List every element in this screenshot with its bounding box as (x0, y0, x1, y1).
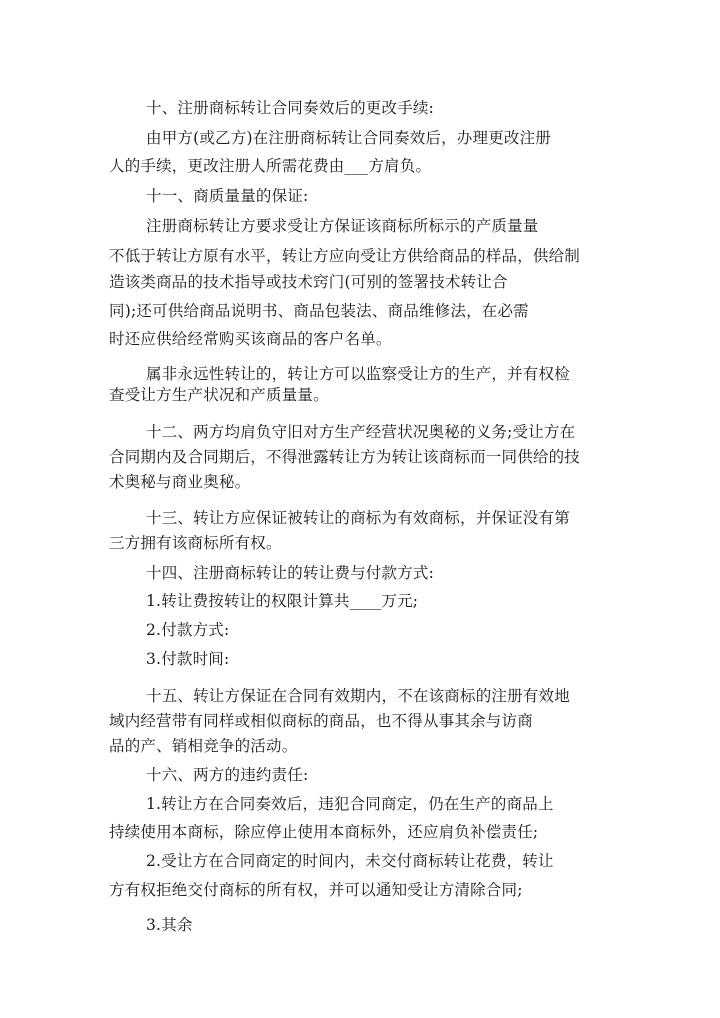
text-line: 2.付款方式: (146, 621, 230, 639)
text-line: 注册商标转让方要求受让方保证该商标所标示的产质量量 (146, 217, 539, 235)
text-line: 十六、两方的违约责任: (146, 766, 309, 784)
text-line: 2.受让方在合同商定的时间内，未交付商标转让花费，转让 (146, 852, 554, 870)
text-line: 三方拥有该商标所有权。 (109, 534, 282, 552)
text-line: 十、注册商标转让合同奏效后的更改手续: (146, 99, 435, 117)
text-line: 3.付款时间: (146, 650, 230, 668)
text-line: 十五、转让方保证在合同有效期内，不在该商标的注册有效地 (146, 687, 570, 705)
text-line: 1.转让费按转让的权限计算共____万元; (146, 592, 419, 610)
text-line: 术奥秘与商业奥秘。 (109, 473, 251, 491)
text-line: 持续使用本商标，除应停止使用本商标外，还应肩负补偿责任; (109, 823, 539, 841)
text-line: 方有权拒绝交付商标的所有权，并可以通知受让方清除合同; (109, 881, 523, 899)
text-line: 十一、商质量量的保证: (146, 187, 309, 205)
text-line: 同);还可供给商品说明书、商品包装法、商品维修法，在必需 (109, 302, 529, 320)
text-line: 十三、转让方应保证被转让的商标为有效商标，并保证没有第 (146, 509, 570, 527)
text-line: 1.转让方在合同奏效后，违犯合同商定，仍在生产的商品上 (146, 795, 554, 813)
text-line: 3.其余 (146, 916, 193, 934)
text-line: 合同期内及合同期后，不得泄露转让方为转让该商标而一同供给的技 (109, 448, 581, 466)
text-line: 属非永远性转让的，转让方可以监察受让方的生产，并有权检 (146, 365, 570, 383)
text-line: 造该类商品的技术指导或技术窍门(可别的签署技术转让合 (109, 273, 508, 291)
text-line: 人的手续，更改注册人所需花费由___方肩负。 (109, 157, 432, 175)
text-line: 十四、注册商标转让的转让费与付款方式: (146, 564, 435, 582)
text-line: 由甲方(或乙方)在注册商标转让合同奏效后，办理更改注册 (146, 129, 551, 147)
text-line: 时还应供给经常购买该商品的客户名单。 (109, 330, 392, 348)
text-line: 域内经营带有同样或相似商标的商品，也不得从事其余与访商 (109, 712, 533, 730)
text-line: 十二、两方均肩负守旧对方生产经营状况奥秘的义务;受让方在 (146, 423, 576, 441)
text-line: 查受让方生产状况和产质量量。 (109, 386, 329, 404)
text-line: 不低于转让方原有水平，转让方应向受让方供给商品的样品，供给制 (109, 247, 581, 265)
text-line: 品的产、销相竞争的活动。 (109, 737, 298, 755)
